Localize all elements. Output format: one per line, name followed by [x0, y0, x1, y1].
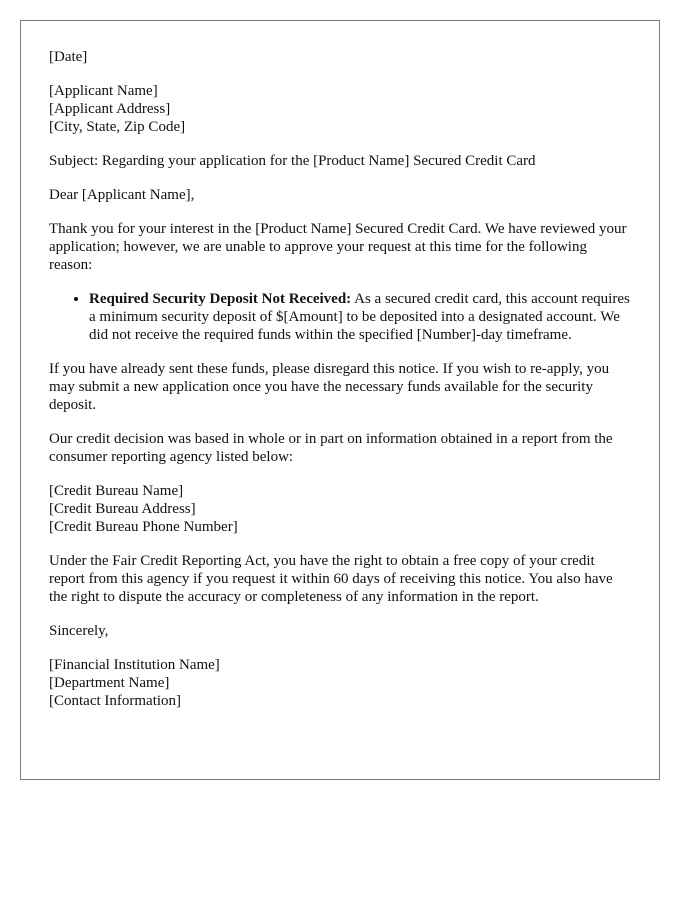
applicant-address: [Applicant Address]	[49, 101, 171, 117]
credit-decision-paragraph: Our credit decision was based in whole or in part on information obtained in a report from the consumer reporting agency listed below:	[49, 431, 613, 465]
letter-greeting: Dear [Applicant Name],	[49, 187, 195, 203]
signature-block	[49, 656, 631, 710]
credit-bureau-phone: [Credit Bureau Phone Number]	[49, 519, 238, 535]
letter-closing: Sincerely,	[49, 623, 109, 639]
reason-list-item	[89, 290, 631, 344]
credit-bureau-block	[49, 482, 631, 536]
reason-list	[49, 290, 631, 344]
letter-document	[20, 20, 660, 780]
applicant-city-state-zip: [City, State, Zip Code]	[49, 119, 186, 135]
credit-bureau-name: [Credit Bureau Name]	[49, 483, 184, 499]
fcra-paragraph: Under the Fair Credit Reporting Act, you have the right to obtain a free copy of your credit report from this agency if you request it within 60 days of receiving this notice. You also have the right to dispute the accuracy or completeness of any information in the report.	[49, 553, 613, 605]
department-name: [Department Name]	[49, 675, 170, 691]
reapply-paragraph: If you have already sent these funds, please disregard this notice. If you wish to re-apply, you may submit a new application once you have the necessary funds available for the security deposit.	[49, 361, 610, 413]
letter-date: [Date]	[49, 49, 88, 65]
reason-title: Required Security Deposit Not Received:	[89, 291, 352, 307]
contact-information: [Contact Information]	[49, 693, 182, 709]
applicant-address-block	[49, 82, 631, 136]
institution-name: [Financial Institution Name]	[49, 657, 220, 673]
intro-paragraph: Thank you for your interest in the [Product Name] Secured Credit Card. We have reviewed your application; however, we are unable to approve your request at this time for the following reason:	[49, 221, 627, 273]
letter-subject: Subject: Regarding your application for the [Product Name] Secured Credit Card	[49, 153, 536, 169]
applicant-name: [Applicant Name]	[49, 83, 158, 99]
credit-bureau-address: [Credit Bureau Address]	[49, 501, 196, 517]
reason-text: As a secured credit card, this account requires a minimum security deposit of $[Amount] to be deposited into a designated account. We did not receive the required funds within the specified [Number]-day timeframe.	[89, 291, 630, 343]
